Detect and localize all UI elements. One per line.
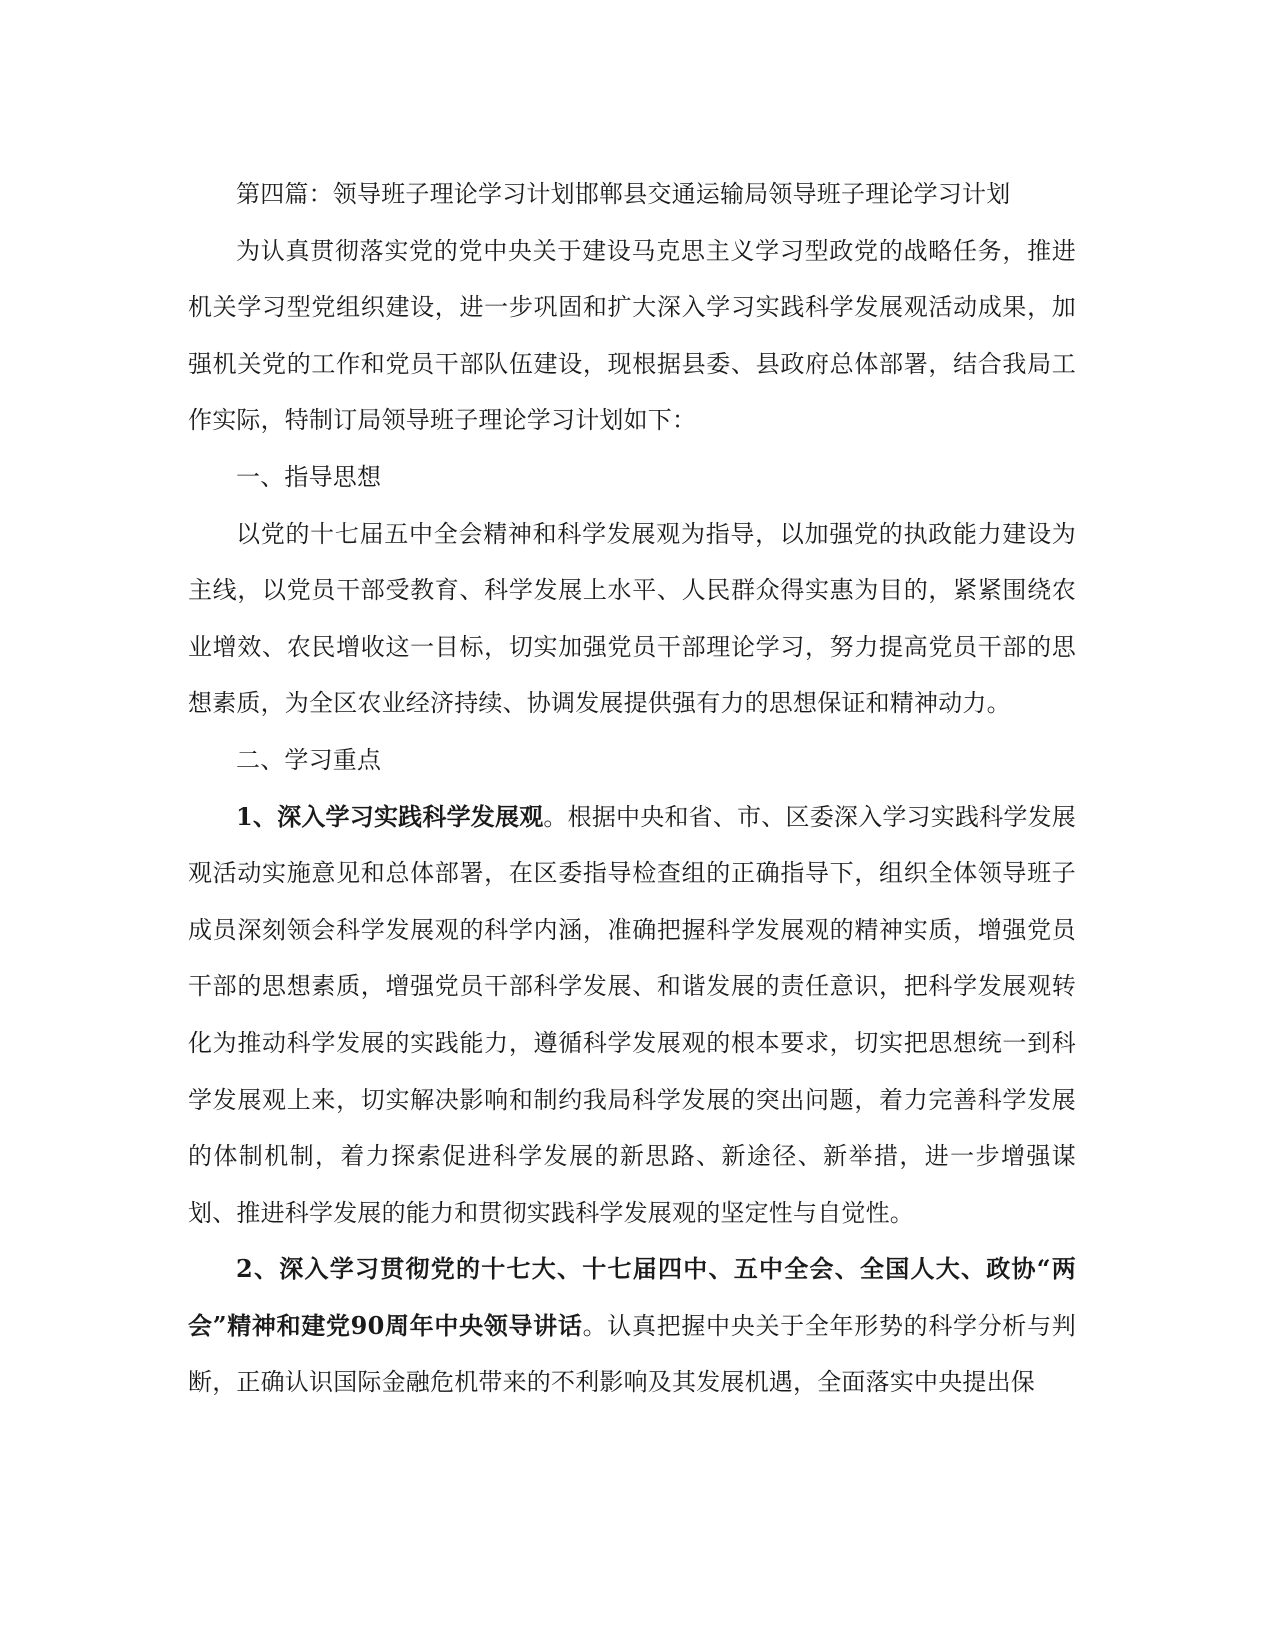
section-heading-study-focus: 二、学习重点	[236, 745, 382, 774]
intro-paragraph: 为认真贯彻落实党的党中央关于建设马克思主义学习型政党的战略任务，推进机关学习型党组织建设，进一步巩固和扩大深入学习实践科学发展观活动成果，加强机关党的工作和党员干部队伍建设，现根据县委、县政府总体部署，结合我局工作实际，特制订局领导班子理论学习计划如下：	[188, 236, 1076, 435]
document-body	[188, 166, 1076, 1411]
study-item-1-lead: 1、深入学习实践科学发展观	[236, 801, 544, 831]
guiding-thought-paragraph: 以党的十七届五中全会精神和科学发展观为指导，以加强党的执政能力建设为主线，以党员干部受教育、科学发展上水平、人民群众得实惠为目的，紧紧围绕农业增效、农民增收这一目标，切实加强党员干部理论学习，努力提高党员干部的思想素质，为全区农业经济持续、协调发展提供强有力的思想保证和精神动力。	[188, 519, 1076, 718]
document-title-line: 第四篇：领导班子理论学习计划邯郸县交通运输局领导班子理论学习计划	[236, 180, 1011, 208]
section-heading-guiding-thought: 一、指导思想	[236, 462, 382, 491]
study-item-2-lead: 2、深入学习贯彻党的十七大、十七届四中、五中全会、全国人大、政协“两会”精神和建党90周年中央领导讲话	[188, 1254, 1076, 1340]
study-item-1	[188, 789, 1076, 1242]
study-item-2	[188, 1241, 1076, 1411]
study-item-1-body: 。根据中央和省、市、区委深入学习实践科学发展观活动实施意见和总体部署，在区委指导检查组的正确指导下，组织全体领导班子成员深刻领会科学发展观的科学内涵，准确把握科学发展观的精神实质，增强党员干部的思想素质，增强党员干部科学发展、和谐发展的责任意识，把科学发展观转化为推动科学发展的实践能力，遵循科学发展观的根本要求，切实把思想统一到科学发展观上来，切实解决影响和制约我局科学发展的突出问题，着力完善科学发展的体制机制，着力探索促进科学发展的新思路、新途径、新举措，进一步增强谋划、推进科学发展的能力和贯彻实践科学发展观的坚定性与自觉性。	[188, 802, 1076, 1227]
study-item-2-body: 。认真把握中央关于全年形势的科学分析与判断，正确认识国际金融危机带来的不利影响及其发展机遇，全面落实中央提出保	[188, 1311, 1077, 1397]
